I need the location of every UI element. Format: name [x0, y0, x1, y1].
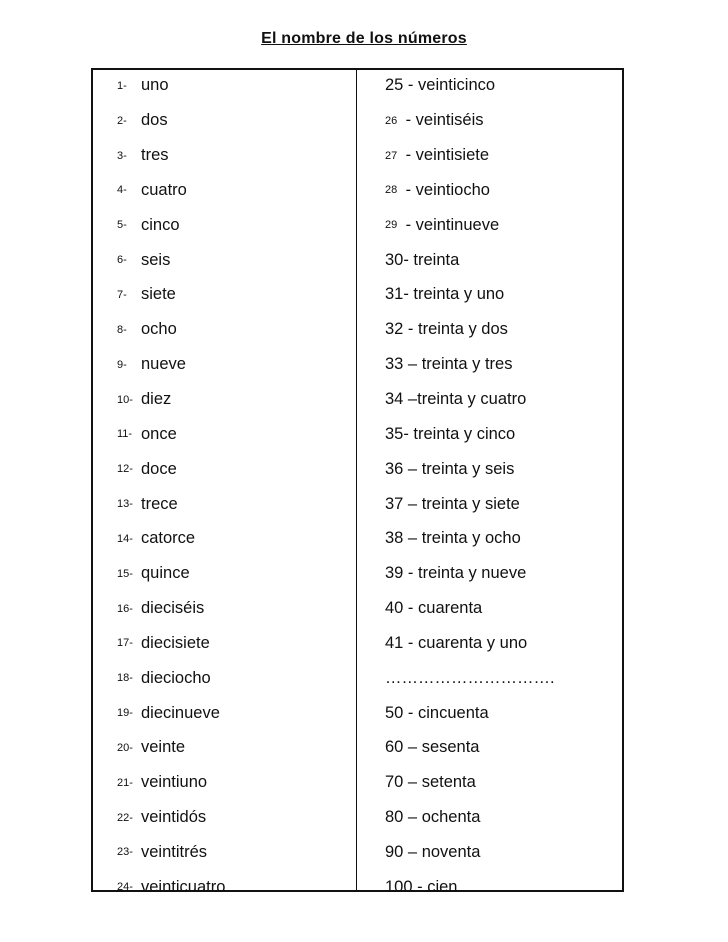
number-word: 32 - treinta y dos: [385, 320, 508, 339]
right-number-row: [385, 660, 620, 695]
number-word: trece: [141, 494, 178, 513]
number-word: 35- treinta y cinco: [385, 424, 516, 443]
left-number-row: [117, 869, 352, 904]
row-number: 13-: [117, 498, 133, 511]
row-number: 5-: [117, 219, 127, 232]
right-number-row: [385, 521, 620, 556]
row-number: 21-: [117, 776, 133, 789]
number-word: ocho: [141, 320, 177, 339]
row-number: 6-: [117, 254, 127, 267]
right-number-row: [385, 695, 620, 730]
left-number-row: [117, 521, 352, 556]
number-word: 90 – noventa: [385, 842, 481, 861]
number-word: veintidós: [141, 808, 207, 827]
number-word: 34 –treinta y cuatro: [385, 390, 527, 409]
number-word: - veintinueve: [401, 215, 500, 234]
number-word: - veintiséis: [401, 111, 484, 130]
left-number-row: [117, 382, 352, 417]
right-column: [385, 68, 620, 904]
number-word: 70 – setenta: [385, 773, 476, 792]
row-number: 22-: [117, 811, 133, 824]
left-number-row: [117, 103, 352, 138]
right-number-row: [385, 416, 620, 451]
number-word: 60 – sesenta: [385, 738, 480, 757]
number-word: dieciocho: [141, 668, 211, 687]
row-number: 2-: [117, 114, 127, 127]
number-word: tres: [141, 146, 169, 165]
row-number: 19-: [117, 707, 133, 720]
number-word: 38 – treinta y ocho: [385, 529, 521, 548]
row-number: 1-: [117, 79, 127, 92]
row-number: 8-: [117, 323, 127, 336]
right-number-row: [385, 103, 620, 138]
left-number-row: [117, 173, 352, 208]
left-number-row: [117, 765, 352, 800]
left-number-row: [117, 730, 352, 765]
number-word: - veintisiete: [401, 146, 490, 165]
left-number-row: [117, 312, 352, 347]
number-word: ………………………….: [385, 668, 555, 687]
number-word: veintiuno: [141, 773, 208, 792]
right-number-row: [385, 68, 620, 103]
number-word: cuatro: [141, 180, 187, 199]
row-number: 28: [385, 184, 398, 197]
left-number-row: [117, 695, 352, 730]
left-number-row: [117, 556, 352, 591]
number-word: 40 - cuarenta: [385, 599, 483, 618]
left-number-row: [117, 451, 352, 486]
number-word: once: [141, 424, 177, 443]
number-word: cinco: [141, 215, 180, 234]
number-word: 100 - cien: [385, 877, 458, 896]
number-word: 33 – treinta y tres: [385, 355, 513, 374]
right-number-row: [385, 138, 620, 173]
column-divider: [356, 68, 357, 892]
left-number-row: [117, 68, 352, 103]
right-number-row: [385, 451, 620, 486]
right-number-row: [385, 347, 620, 382]
left-number-row: [117, 591, 352, 626]
number-word: 41 - cuarenta y uno: [385, 633, 528, 652]
row-number: 10-: [117, 393, 133, 406]
number-word: dos: [141, 111, 168, 130]
row-number: 7-: [117, 288, 127, 301]
right-number-row: [385, 173, 620, 208]
number-word: quince: [141, 564, 190, 583]
row-number: 29: [385, 219, 398, 232]
left-number-row: [117, 242, 352, 277]
right-number-row: [385, 312, 620, 347]
left-number-row: [117, 207, 352, 242]
number-word: 31- treinta y uno: [385, 285, 505, 304]
right-number-row: [385, 207, 620, 242]
right-number-row: [385, 835, 620, 870]
right-number-row: [385, 591, 620, 626]
right-number-row: [385, 626, 620, 661]
row-number: 14-: [117, 532, 133, 545]
number-word: 30- treinta: [385, 250, 460, 269]
number-word: nueve: [141, 355, 186, 374]
row-number: 16-: [117, 602, 133, 615]
right-number-row: [385, 277, 620, 312]
number-word: diecinueve: [141, 703, 220, 722]
left-number-row: [117, 835, 352, 870]
left-number-row: [117, 347, 352, 382]
number-word: diez: [141, 390, 172, 409]
right-number-row: [385, 382, 620, 417]
left-number-row: [117, 277, 352, 312]
number-word: 50 - cincuenta: [385, 703, 489, 722]
row-number: 27: [385, 149, 398, 162]
row-number: 3-: [117, 149, 127, 162]
number-word: veinte: [141, 738, 186, 757]
right-number-row: [385, 730, 620, 765]
row-number: 17-: [117, 637, 133, 650]
left-number-row: [117, 138, 352, 173]
number-word: 36 – treinta y seis: [385, 459, 515, 478]
left-number-row: [117, 626, 352, 661]
left-number-row: [117, 416, 352, 451]
right-number-row: [385, 242, 620, 277]
number-word: seis: [141, 250, 171, 269]
row-number: 26: [385, 114, 398, 127]
row-number: 12-: [117, 463, 133, 476]
row-number: 24-: [117, 881, 133, 894]
number-word: veintitrés: [141, 842, 208, 861]
right-number-row: [385, 486, 620, 521]
number-word: catorce: [141, 529, 196, 548]
page-title: El nombre de los números: [261, 30, 467, 47]
row-number: 15-: [117, 567, 133, 580]
row-number: 20-: [117, 741, 133, 754]
left-number-row: [117, 800, 352, 835]
right-number-row: [385, 800, 620, 835]
number-word: 37 – treinta y siete: [385, 494, 520, 513]
left-number-row: [117, 486, 352, 521]
number-word: diecisiete: [141, 633, 210, 652]
row-number: 18-: [117, 672, 133, 685]
right-number-row: [385, 869, 620, 904]
number-word: uno: [141, 76, 169, 95]
number-word: dieciséis: [141, 599, 205, 618]
number-word: siete: [141, 285, 176, 304]
number-word: 25 - veinticinco: [385, 76, 496, 95]
number-word: doce: [141, 459, 177, 478]
row-number: 9-: [117, 358, 127, 371]
row-number: 4-: [117, 184, 127, 197]
right-number-row: [385, 765, 620, 800]
number-word: veinticuatro: [141, 877, 226, 896]
row-number: 23-: [117, 846, 133, 859]
number-word: 39 - treinta y nueve: [385, 564, 527, 583]
right-number-row: [385, 556, 620, 591]
number-word: 80 – ochenta: [385, 808, 481, 827]
row-number: 11-: [117, 428, 133, 441]
number-word: - veintiocho: [401, 180, 490, 199]
left-number-row: [117, 660, 352, 695]
left-column: [117, 68, 352, 904]
